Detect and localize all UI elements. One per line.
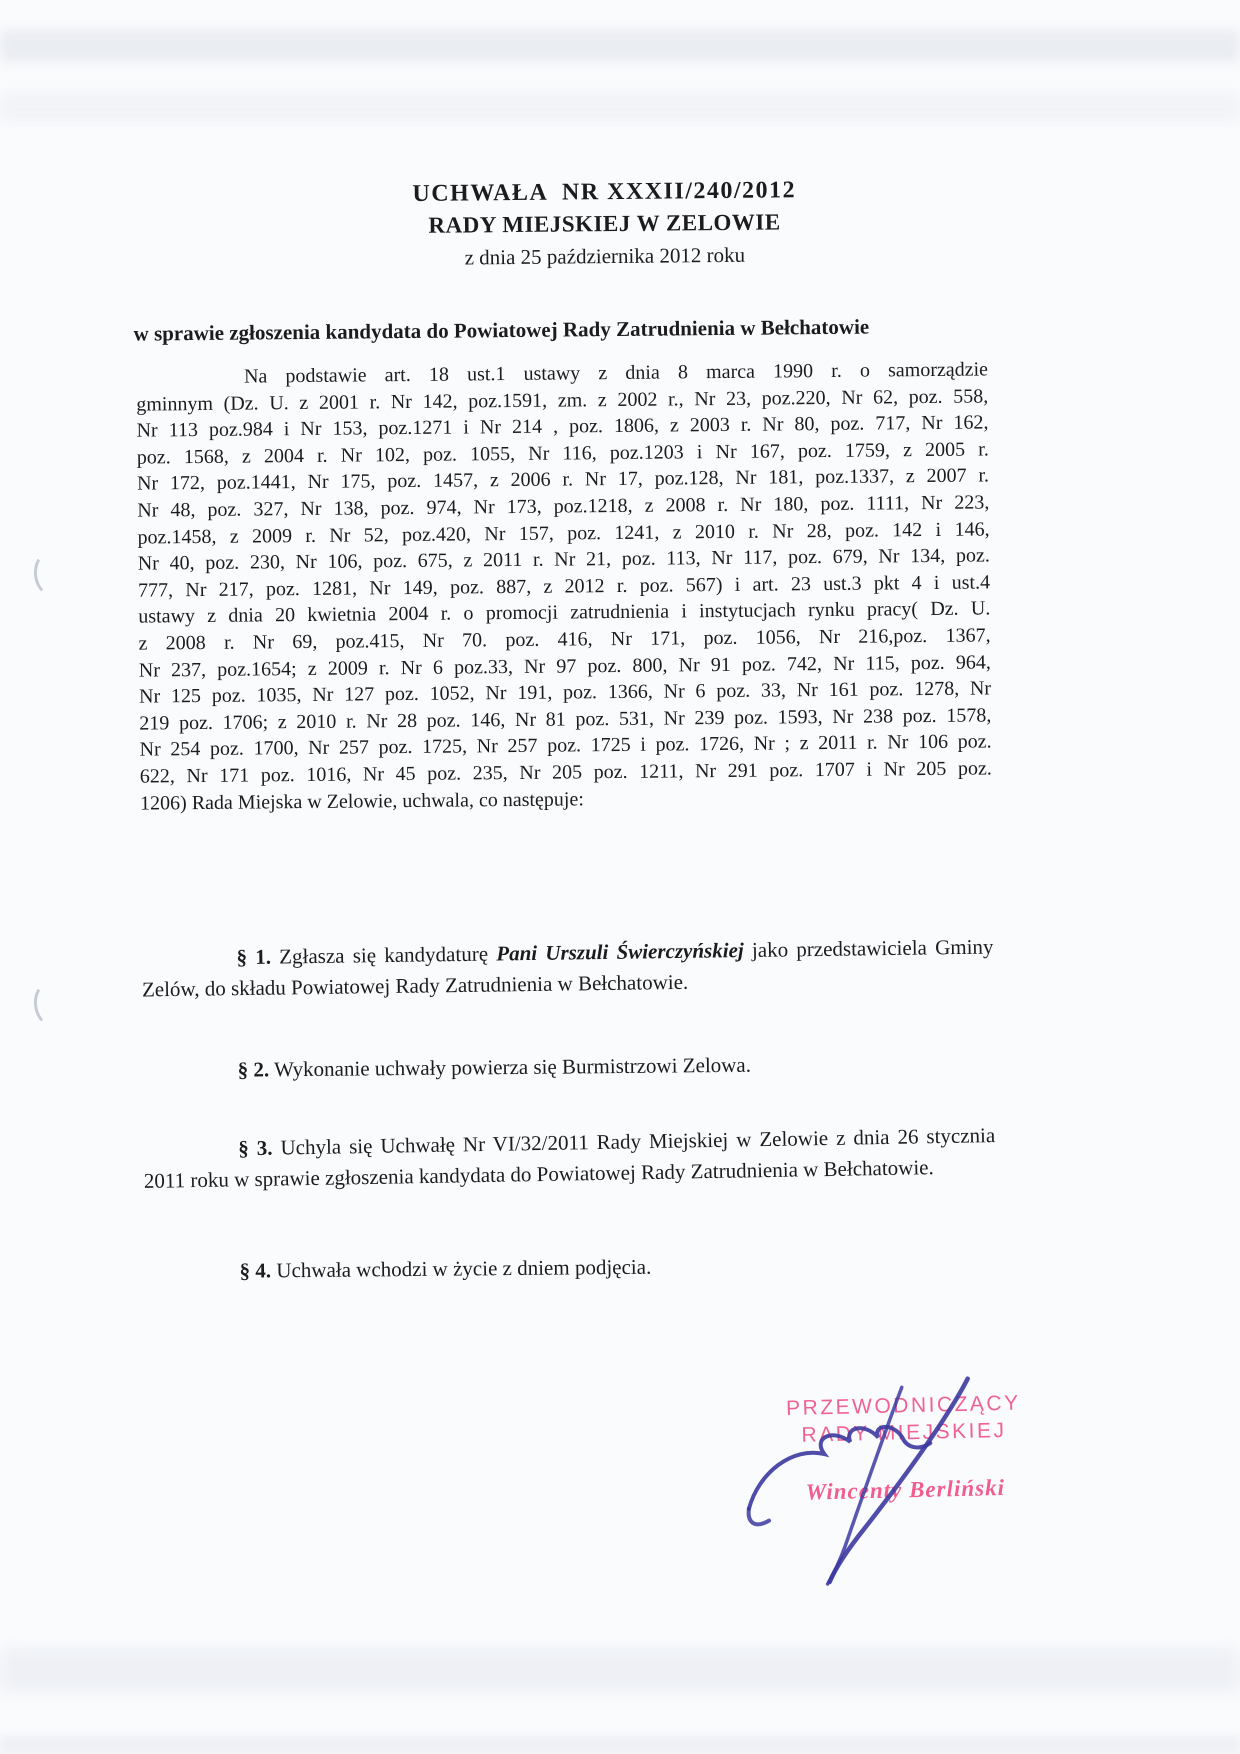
body-line: Nr 237, poz.1654; z 2009 r. Nr 6 poz.33, Nr 97 poz. 800, Nr 91 poz. 742, Nr 115, poz. 964, xyxy=(138,650,991,682)
section-text: Uchwała wchodzi w życie z dniem podjęcia. xyxy=(270,1254,652,1283)
legal-basis-paragraph xyxy=(136,356,992,816)
body-line: poz.1458, z 2009 r. Nr 52, poz.420, Nr 157, poz. 1241, z 2010 r. Nr 28, poz. 142 i 146, xyxy=(137,518,990,549)
body-line: 777, Nr 217, poz. 1281, Nr 149, poz. 887, z 2012 r. poz. 567) i art. 23 ust.3 pkt 4 i ust.4 xyxy=(137,571,991,602)
stamp-title-line: PRZEWODNICZĄCY xyxy=(785,1391,1021,1421)
body-line: ustawy z dnia 20 kwietnia 2004 r. o promocji zatrudnienia i instytucjach rynku pracy( Dz. U. xyxy=(138,597,991,628)
body-line: Na podstawie art. 18 ust.1 ustawy z dnia 8 marca 1990 r. o samorządzie xyxy=(243,358,989,388)
body-line: poz. 1568, z 2004 r. Nr 102, poz. 1055, Nr 116, poz.1203 i Nr 167, poz. 1759, z 2005 r. xyxy=(136,438,989,469)
section-paragraph-2 xyxy=(143,1047,995,1086)
resolution-number: UCHWAŁA NR XXXII/240/2012 xyxy=(412,177,797,207)
section-paragraph-1 xyxy=(141,932,994,1006)
section-text: Zgłasza się kandydaturę xyxy=(270,941,497,969)
section-text: Wykonanie uchwały powierza się Burmistrzowi Zelowa. xyxy=(269,1052,752,1082)
body-line: Nr 254 poz. 1700, Nr 257 poz. 1725, Nr 257 poz. 1725 i poz. 1726, Nr ; z 2011 r. Nr 106 poz. xyxy=(139,730,992,761)
section-number: § 1. xyxy=(236,944,272,970)
body-line: 1206) Rada Miejska w Zelowie, uchwala, co następuje: xyxy=(140,787,584,815)
body-line: z 2008 r. Nr 69, poz.415, Nr 70. poz. 416, Nr 171, poz. 1056, Nr 216,poz. 1367, xyxy=(138,624,991,655)
document-title-block xyxy=(0,170,1215,278)
signer-name: Wincenty Berliński xyxy=(805,1474,1006,1505)
resolution-subject: w sprawie zgłoszenia kandydata do Powiatowej Rady Zatrudnienia w Bełchatowie xyxy=(133,314,870,346)
section-number: § 2. xyxy=(237,1057,270,1082)
body-line: 622, Nr 171 poz. 1016, Nr 45 poz. 235, Nr 205 poz. 1211, Nr 291 poz. 1707 i Nr 205 poz. xyxy=(139,757,992,788)
body-line: gminnym (Dz. U. z 2001 r. Nr 142, poz.1591, zm. z 2002 r., Nr 23, poz.220, Nr 62, poz. 558, xyxy=(136,385,989,416)
candidate-name: Pani Urszuli Świerczyńskiej xyxy=(496,938,744,966)
section-number: § 4. xyxy=(239,1258,272,1283)
body-line: Nr 40, poz. 230, Nr 106, poz. 675, z 2011 r. Nr 21, poz. 113, Nr 117, poz. 679, Nr 134, poz. xyxy=(137,544,990,575)
section-text: jako przedstawiciela Gminy Zelów, do składu Powiatowej Rady Zatrudnienia w Bełchatowie. xyxy=(141,934,994,1002)
section-text: Uchyla się Uchwałę Nr VI/32/2011 Rady Miejskiej w Zelowie z dnia 26 stycznia 2011 roku w sprawie zgłoszenia kandydata do Powiatowej Rady Zatrudnienia w Bełchatowie. xyxy=(143,1123,996,1193)
chairman-stamp xyxy=(771,1389,1038,1506)
section-number: § 3. xyxy=(238,1135,273,1161)
body-line: Nr 48, poz. 327, Nr 138, poz. 974, Nr 173, poz.1218, z 2008 r. Nr 180, poz. 1111, Nr 223, xyxy=(137,491,990,522)
resolution-date: z dnia 25 października 2012 roku xyxy=(464,242,746,270)
section-paragraph-4 xyxy=(144,1248,996,1287)
body-line: Nr 172, poz.1441, Nr 175, poz. 1457, z 2006 r. Nr 17, poz.128, Nr 181, poz.1337, z 2007 r. xyxy=(136,464,990,495)
body-line: Nr 125 poz. 1035, Nr 127 poz. 1052, Nr 191, poz. 1366, Nr 6 poz. 33, Nr 161 poz. 1278, Nr xyxy=(138,677,992,708)
body-line: Nr 113 poz.984 i Nr 153, poz.1271 i Nr 214 , poz. 1806, z 2003 r. Nr 80, poz. 717, Nr 162, xyxy=(136,411,989,442)
section-paragraph-3 xyxy=(143,1120,996,1197)
issuing-body: RADY MIEJSKIEJ W ZELOWIE xyxy=(428,209,781,238)
body-line: 219 poz. 1706; z 2010 r. Nr 28 poz. 146, Nr 81 poz. 531, Nr 239 poz. 1593, Nr 238 poz. 1578, xyxy=(139,704,992,735)
stamp-title-line: RADY MIEJSKIEJ xyxy=(801,1418,1007,1447)
